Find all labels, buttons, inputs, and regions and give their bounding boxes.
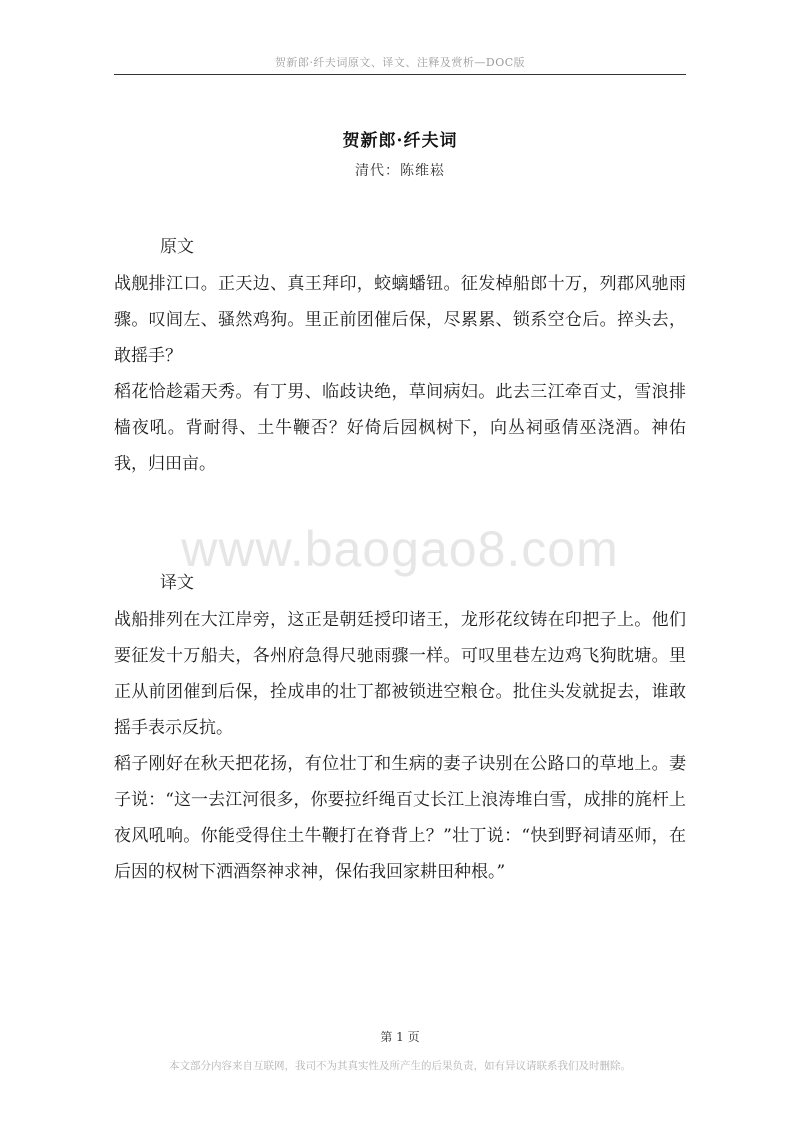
watermark: www.baogao8.com: [181, 521, 619, 577]
page-header: 贺新郎·纤夫词原文、译文、注释及赏析—DOC版: [274, 56, 526, 69]
document-author: 清代：陈维崧: [355, 163, 445, 179]
footer-disclaimer: 本文部分内容来自互联网，我司不为其真实性及所产生的后果负责，如有异议请联系我们及时删除。: [169, 1060, 631, 1072]
document-title: 贺新郎·纤夫词: [342, 131, 458, 151]
original-paragraph: 战舰排江口。正天边、真王拜印，蛟螭蟠钮。征发棹船郎十万，列郡风驰雨骤。叹闾左、骚然鸡狗。里正前团催后保，尽累累、锁系空仓后。捽头去，敢摇手？: [114, 274, 686, 366]
original-text: [114, 266, 686, 482]
page-number: 第 1 页: [380, 1030, 420, 1044]
translation-text: [114, 602, 686, 890]
translation-heading: 译文: [160, 573, 194, 593]
original-heading: 原文: [160, 237, 194, 257]
translation-paragraph: 稻子刚好在秋天把花扬，有位壮丁和生病的妻子诀别在公路口的草地上。妻子说：“这一去江河很多，你要拉纤绳百丈长江上浪涛堆白雪，成排的旄杆上夜风吼响。你能受得住土牛鞭打在脊背上？”壮丁说：“快到野祠请巫师，在后因的权树下洒酒祭神求神，保佑我回家耕田种根。”: [114, 754, 686, 882]
header-divider: [114, 74, 686, 75]
translation-paragraph: 战船排列在大江岸旁，这正是朝廷授印诸王，龙形花纹铸在印把子上。他们要征发十万船夫，各州府急得尺驰雨骤一样。可叹里巷左边鸡飞狗眈塘。里正从前团催到后保，拴成串的壮丁都被锁进空粮仓。批住头发就捉去，谁敢摇手表示反抗。: [114, 610, 686, 738]
original-paragraph: 稻花恰趁霜天秀。有丁男、临歧诀绝，草间病妇。此去三江牵百丈，雪浪排樯夜吼。背耐得、土牛鞭否？好倚后园枫树下，向丛祠亟倩巫浇酒。神佑我，归田亩。: [114, 382, 686, 474]
